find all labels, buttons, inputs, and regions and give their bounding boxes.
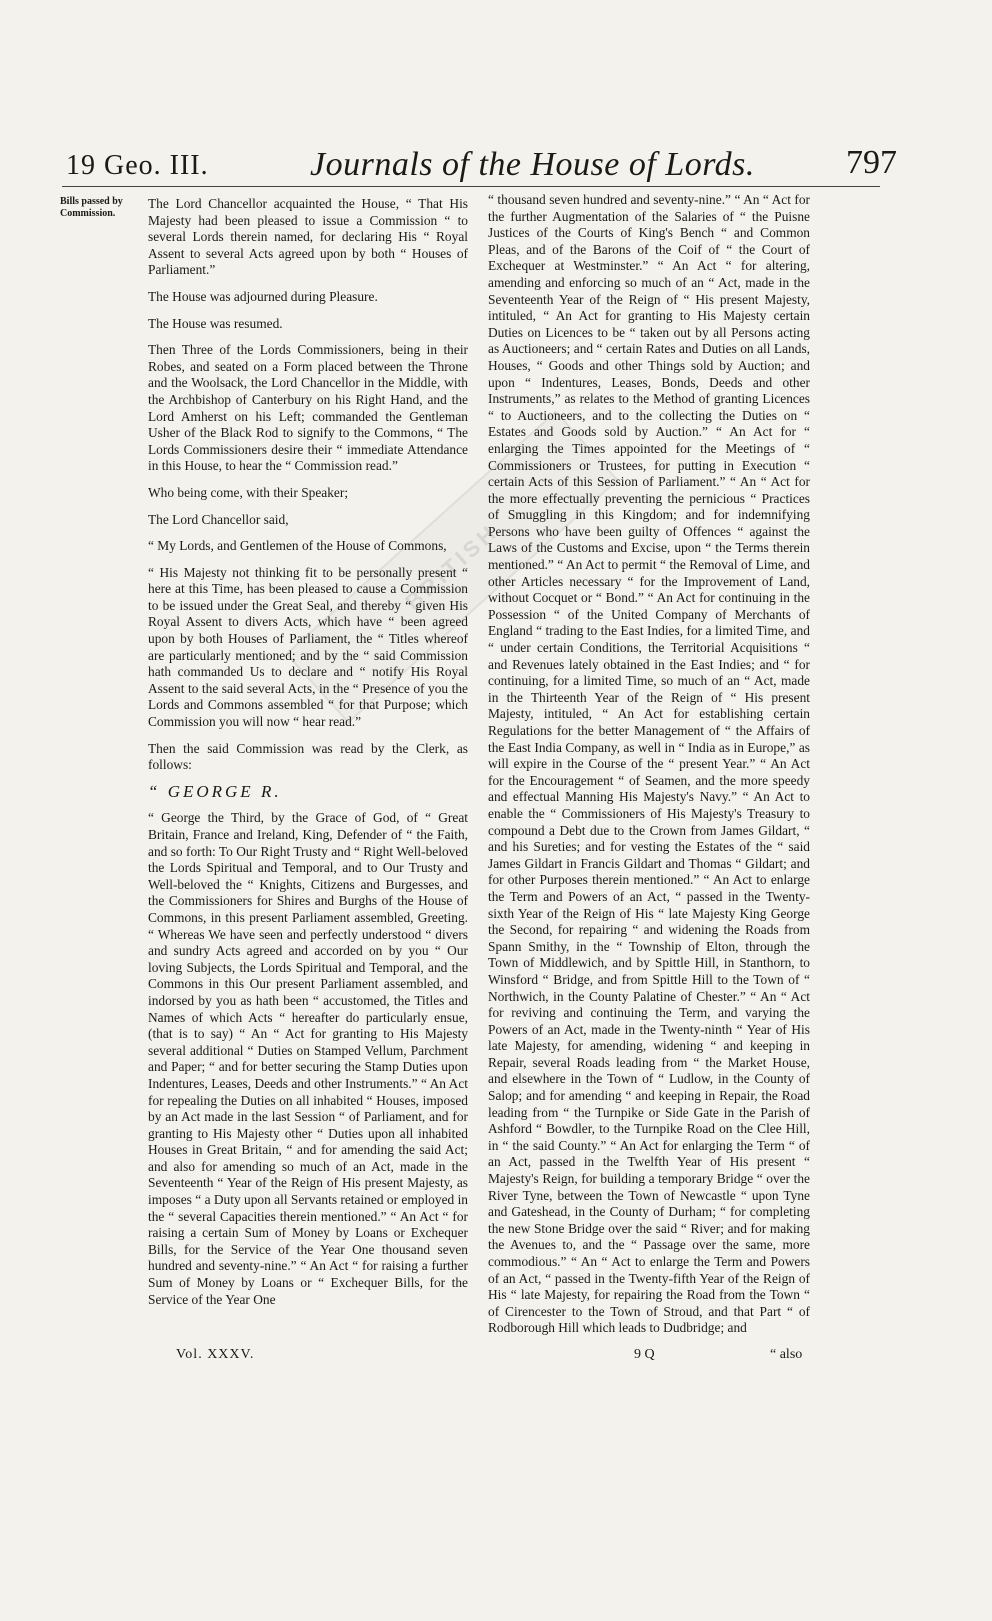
paragraph: Who being come, with their Speaker; [148, 484, 349, 500]
paragraph: The Lord Chancellor acquainted the House, “ That His Majesty had been pleased to issue a Commission “ to several Lords therein named, for declaring His “ Royal Assent to several Acts agreed upon by both “ Houses of Parliament.” [148, 196, 468, 278]
header-rule [62, 186, 880, 187]
volume-number: Vol. XXXV. [176, 1347, 255, 1362]
paragraph: “ His Majesty not thinking fit to be personally present “ here at this Time, has been pleased to cause a Commission to be issued under the Great Seal, and thereby “ given His Royal Assent to divers Acts, which have “ been agreed upon by both Houses of Parliament, the “ Titles whereof are particularly mentioned; and by the “ said Commission hath commanded Us to declare and “ notify His Royal Assent to the said several Acts, in the “ Presence of you the Lords and Commons assembled “ for that Purpose; which Commission you will now “ hear read.” [148, 564, 468, 730]
regnal-year: 19 Geo. III. [66, 150, 209, 181]
paragraph: Then Three of the Lords Commissioners, being in their Robes, and seated on a Form placed between the Throne and the Woolsack, the Lord Chancellor in the Middle, with the Archbishop of Canterbury on his Right Hand, and the Lord Amherst on his Left; commanded the Gentleman Usher of the Black Rod to signify to the Commons, “ The Lords Commissioners desire their “ immediate Attendance in this House, to hear the “ Commission read.” [148, 342, 468, 474]
royal-signature-heading: “ GEORGE R. [148, 781, 282, 801]
paragraph: The House was resumed. [148, 315, 283, 331]
paragraph: The Lord Chancellor said, [148, 511, 289, 527]
journal-title: Journals of the House of Lords. [310, 146, 755, 183]
signature-mark: 9 Q [634, 1347, 655, 1362]
paragraph: The House was adjourned during Pleasure. [148, 288, 378, 304]
paragraph: “ thousand seven hundred and seventy-nine.” “ An “ Act for the further Augmentation of the Salaries of “ the Puisne Justices of the Courts of King's Bench “ and Common Pleas, and of the Barons of the Coif of “ the Court of Exchequer at Westminster.” “ An Act “ for altering, amending and enforcing so much of an “ Act, made in the Seventeenth Year of the Reign of “ His present Majesty, intituled, “ An Act for granting to His Majesty certain Duties on Licences to be “ taken out by all Persons acting as Auctioneers; and “ certain Rates and Duties on all Lands, Houses, “ Goods and other Things sold by Auction; and upon “ Indentures, Leases, Bonds, Deeds and other Instruments,” as relates to the Method of granting Licences “ to Auctioneers, and to the collecting the Duties on “ Estates and Goods sold by Auction.” “ An Act for “ enlarging the Times appointed for the Meetings of “ Commissioners or Trustees, for putting in Execution “ certain Acts of this Session of Parliament.” “ An “ Act for the more effectually preventing the pernicious “ Practices of Smuggling in this Kingdom; and for indemnifying Persons who have been guilty of Offences “ against the Laws of the Customs and Excise, upon “ the Terms therein mentioned.” “ An Act to permit “ the Removal of Lime, and other Articles necessary “ for the Improvement of Land, without Cocquet or “ Bond.” “ An Act for continuing in the Possession “ of the United Company of Merchants of England “ trading to the East Indies, for a limited Time, and “ under certain Conditions, the Territorial Acquisitions “ and Revenues lately obtained in the East Indies; and “ for continuing, for a limited Time, so much of an “ Act, made in the Thirteenth Year of the Reign of “ His present Majesty, intituled, “ An Act for establishing certain Regulations for the better Management of “ the Affairs of the East India Company, as well in “ India as in Europe,” as will expire in the Course of the “ present Year.” “ An Act for the Encouragement “ of Seamen, and the more speedy and effectual Manning His Majesty's Navy.” “ An Act to enable the “ Commissioners of His Majesty's Treasury to compound a Debt due to the Crown from James Gildart, “ and his Sureties; and for vesting the Estates of the “ said James Gildart in Francis Gildart and Thomas “ Gildart; and for other Purposes therein mentioned.” “ An Act to enlarge the Term and Powers of an Act, “ passed in the Twenty-sixth Year of the Reign of His “ late Majesty King George the Second, for repairing “ and widening the Roads from Spann Smithy, in the “ Township of Elton, through the Town of Middlewich, and by Spittle Hill, in Stanthorn, to Winsford “ Bridge, and from Spittle Hill to the Town of “ Northwich, in the County Palatine of Chester.” “ An “ Act for reviving and continuing the Term, and varying the Powers of an Act, made in the Twenty-ninth “ Year of His late Majesty, for amending, widening “ and keeping in Repair, several Roads leading from “ the Market House, and elsewhere in the Town of “ Ludlow, in the County of Salop; and for amending “ and keeping in Repair, the Road leading from “ the Turnpike or Side Gate in the Parish of Ashford “ Bowdler, to the Turnpike Road on the Clee Hill, in “ the said County.” “ An Act for enlarging the Term “ of an Act, passed in the Twelfth Year of His present “ Majesty's Reign, for building a temporary Bridge “ over the River Tyne, between the Town of Newcastle “ upon Tyne and Gateshead, in the County of Durham; “ for completing the new Stone Bridge over the said “ River; and for making the Avenues to, and the “ Passage over the same, more commodious.” “ An “ Act to enlarge the Term and Powers of an Act, “ passed in the Twenty-fifth Year of the Reign of His “ late Majesty, for repairing the Road from the Town “ of Cirencester to the Town of Stroud, and that Part “ of Rodborough Hill which leads to Dudbridge; and [488, 192, 810, 1336]
catchword: “ also [770, 1347, 803, 1362]
page-number: 797 [846, 144, 897, 181]
left-column [148, 196, 468, 1308]
margin-note: Bills passed by Commission. [60, 196, 123, 219]
paragraph: “ George the Third, by the Grace of God, of “ Great Britain, France and Ireland, King, Defender of “ the Faith, and so forth: To Our Right Trusty and “ Right Well-beloved the Lords Spiritual and Temporal, and to Our Trusty and Well-beloved the “ Knights, Citizens and Burgesses, and the Commissioners for Shires and Burghs of the House of Commons, in this present Parliament assembled, Greeting. “ Whereas We have seen and perfectly understood “ divers and sundry Acts agreed and accorded on by you “ Our loving Subjects, the Lords Spiritual and Temporal, and the Commons in this Our present Parliament assembled, and indorsed by you as hath been “ accustomed, the Titles and Names of which Acts “ hereafter do particularly ensue, (that is to say) “ An “ Act for granting to His Majesty several additional “ Duties on Stamped Vellum, Parchment and Paper; “ and for better securing the Stamp Duties upon Indentures, Leases, Deeds and other Instruments.” “ An Act for repealing the Duties on all inhabited “ Houses, imposed by an Act made in the last Session “ of Parliament, and for granting to His Majesty other “ Duties upon all inhabited Houses in Great Britain, “ and for amending the said Act; and also for amending so much of an Act, made in the Seventeenth “ Year of the Reign of His present Majesty, as imposes “ a Duty upon all Servants retained or employed in the “ several Capacities therein mentioned.” “ An Act “ for raising a certain Sum of Money by Loans or Exchequer Bills, for the Service of the Year One thousand seven hundred and seventy-nine.” “ An Act “ for raising a further Sum of Money by Loans or “ Exchequer Bills, for the Service of the Year One [148, 810, 468, 1307]
running-header [0, 144, 992, 190]
paragraph: “ My Lords, and Gentlemen of the House of Commons, [148, 538, 447, 554]
right-column [488, 192, 810, 1337]
paragraph: Then the said Commission was read by the Clerk, as follows: [148, 740, 468, 773]
page-footer [0, 1347, 992, 1369]
watermark-text: BRITISH [400, 518, 504, 615]
